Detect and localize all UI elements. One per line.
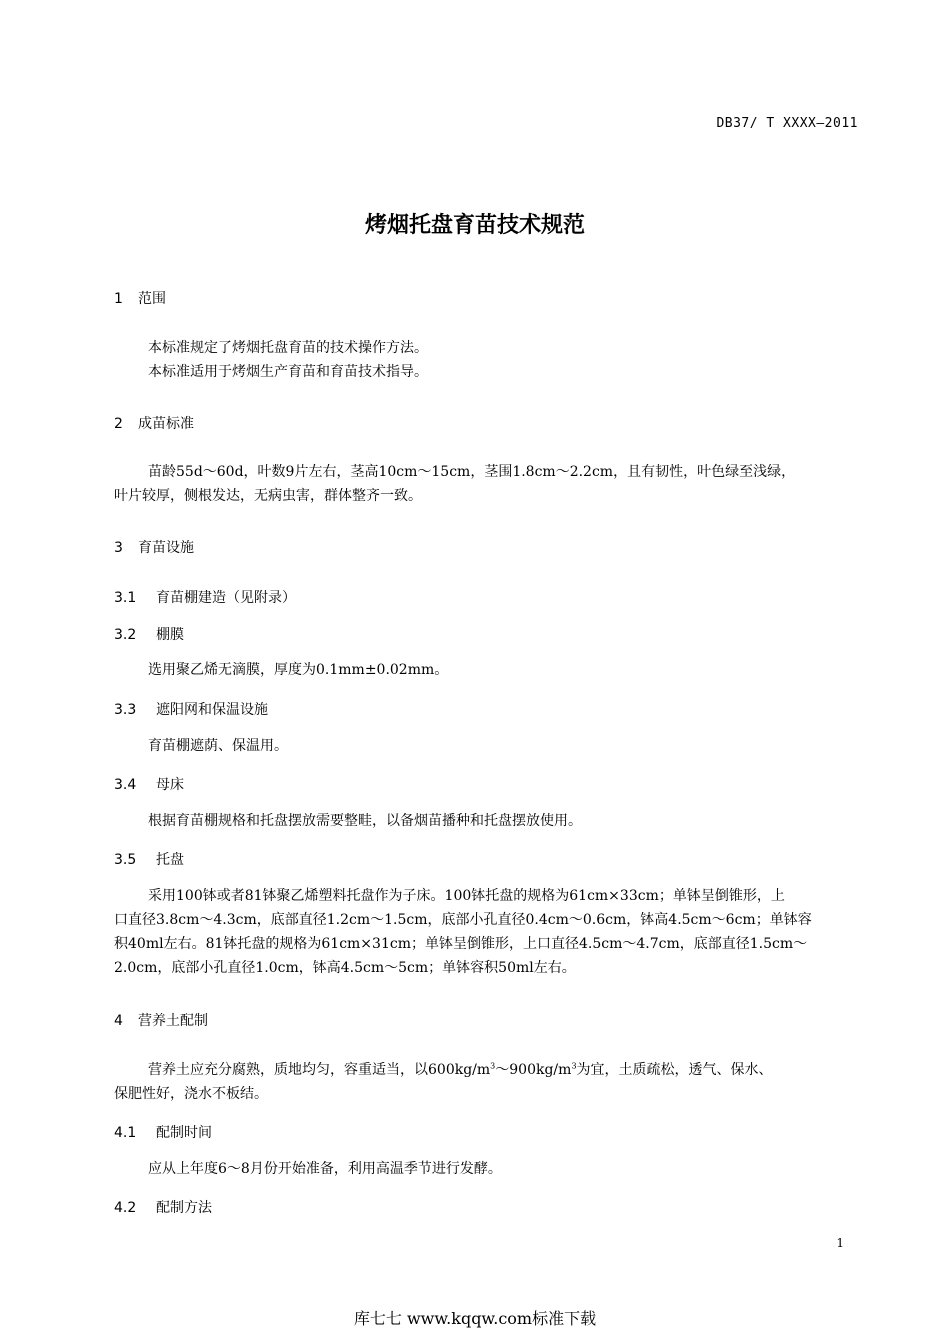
section-4-paragraph [114,1058,858,1106]
paragraph-line: 口直径3.8cm～4.3cm，底部直径1.2cm～1.5cm，底部小孔直径0.4cm～0.6cm，钵高4.5cm～6cm；单钵容 [114,912,812,928]
paragraph-line: 选用聚乙烯无滴膜，厚度为0.1mm±0.02mm。 [148,662,449,678]
section-3-2-paragraph [114,658,858,682]
paragraph-line [114,1058,858,1082]
text-run: 营养土应充分腐熟，质地均匀，容重适当，以600kg/m [148,1062,491,1078]
paragraph-line: 积40ml左右。81钵托盘的规格为61cm×31cm；单钵呈倒锥形，上口直径4.5cm～4.7cm，底部直径1.5cm～ [114,936,808,952]
section-title: 育苗设施 [138,540,194,556]
section-4-1-heading [114,1122,212,1142]
section-number: 4.2 [114,1200,137,1216]
section-number: 1 [114,291,123,307]
section-3-3-paragraph [114,734,858,758]
paragraph-line: 苗龄55d～60d，叶数9片左右，茎高10cm～15cm，茎围1.8cm～2.2cm，且有韧性，叶色绿至浅绿， [148,464,796,480]
text-run: ～900kg/m [495,1062,572,1078]
section-3-5-heading [114,849,184,869]
section-number: 3.2 [114,627,137,643]
paragraph-line: 采用100钵或者81钵聚乙烯塑料托盘作为子床。100钵托盘的规格为61cm×33cm；单钵呈倒锥形，上 [148,888,785,904]
section-4-2-heading [114,1197,212,1217]
section-number: 4.1 [114,1125,137,1141]
section-3-2-heading [114,624,184,644]
paragraph-line: 本标准规定了烤烟托盘育苗的技术操作方法。 [148,340,428,356]
document-code: DB37/ T XXXX—2011 [716,116,858,131]
section-3-1-heading [114,587,296,607]
section-3-3-heading [114,699,268,719]
section-title: 棚膜 [156,627,184,643]
paragraph-line: 叶片较厚，侧根发达，无病虫害，群体整齐一致。 [114,488,422,504]
section-1-paragraph [114,336,858,384]
footer-watermark-text: 库七七 www.kqqw.com标准下载 [353,1309,597,1328]
section-title: 营养土配制 [138,1013,208,1029]
section-number: 3.4 [114,777,137,793]
paragraph-line: 育苗棚遮荫、保温用。 [148,738,288,754]
text-run: 为宜，土质疏松，透气、保水、 [576,1062,773,1078]
section-number: 3.3 [114,702,137,718]
section-number: 3.5 [114,852,137,868]
section-2-paragraph [114,460,858,508]
section-title: 母床 [156,777,184,793]
document-title: 烤烟托盘育苗技术规范 [364,213,585,238]
section-4-heading [114,1010,208,1030]
section-number: 2 [114,416,123,432]
superscript: 3 [571,1061,577,1071]
section-1-heading [114,288,166,308]
section-title: 遮阳网和保温设施 [156,702,268,718]
paragraph-line: 保肥性好，浇水不板结。 [114,1086,268,1102]
page-number: 1 [836,1236,844,1250]
section-title: 配制方法 [156,1200,212,1216]
section-number: 3 [114,540,123,556]
section-3-heading [114,537,194,557]
paragraph-line: 2.0cm，底部小孔直径1.0cm，钵高4.5cm～5cm；单钵容积50ml左右。 [114,960,576,976]
section-3-5-paragraph [114,884,858,980]
section-3-4-heading [114,774,184,794]
section-title: 托盘 [156,852,184,868]
section-title: 成苗标准 [138,416,194,432]
paragraph-line: 应从上年度6～8月份开始准备，利用高温季节进行发酵。 [148,1161,502,1177]
superscript: 3 [490,1061,496,1071]
paragraph-line: 根据育苗棚规格和托盘摆放需要整畦，以备烟苗播种和托盘摆放使用。 [148,813,582,829]
section-3-4-paragraph [114,809,858,833]
section-title: 范围 [138,291,166,307]
paragraph-line: 本标准适用于烤烟生产育苗和育苗技术指导。 [148,364,428,380]
section-number: 4 [114,1013,123,1029]
section-title: 育苗棚建造（见附录） [156,590,296,606]
section-4-1-paragraph [114,1157,858,1181]
section-number: 3.1 [114,590,137,606]
section-2-heading [114,413,194,433]
section-title: 配制时间 [156,1125,212,1141]
